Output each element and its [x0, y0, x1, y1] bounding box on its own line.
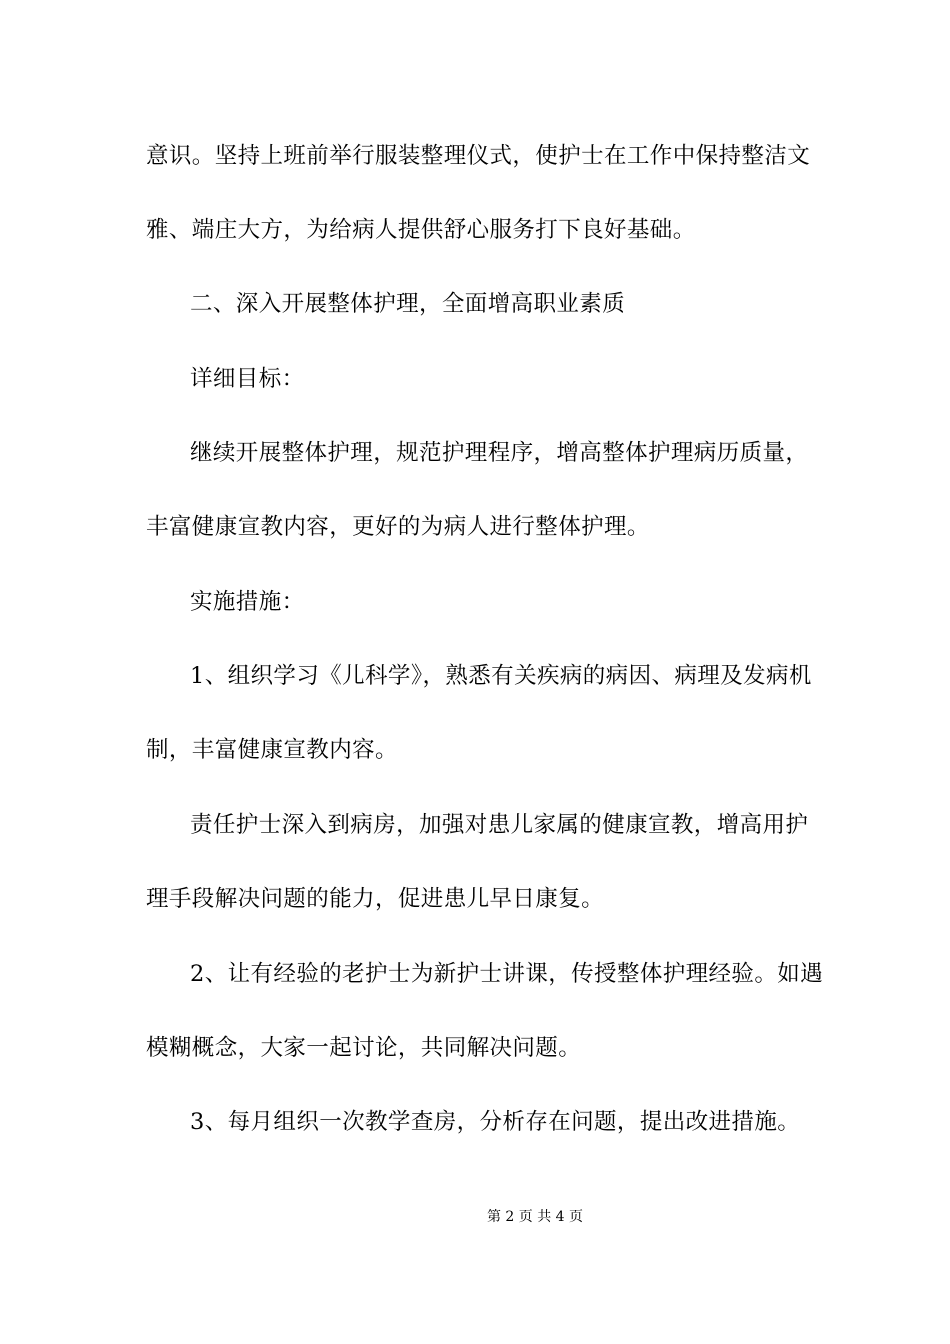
text-line: 雅、端庄大方，为给病人提供舒心服务打下良好基础。 [146, 217, 696, 243]
page-number-footer: 第 2 页 共 4 页 [486, 1209, 584, 1225]
section-heading: 二、深入开展整体护理，全面增高职业素质 [190, 291, 626, 317]
text-line: 责任护士深入到病房，加强对患儿家属的健康宣教，增高用护 [190, 812, 809, 838]
list-item-1: 1、组织学习《儿科学》，熟悉有关疾病的病因、病理及发病机 [190, 663, 812, 689]
subheading-measures: 实施措施： [190, 589, 305, 615]
text-line: 理手段解决问题的能力，促进患儿早日康复。 [146, 886, 605, 912]
list-item-2: 2、让有经验的老护士为新护士讲课，传授整体护理经验。如遇 [190, 961, 824, 987]
text-line: 丰富健康宣教内容，更好的为病人进行整体护理。 [146, 514, 650, 540]
subheading-target: 详细目标： [190, 366, 305, 392]
text-line: 继续开展整体护理，规范护理程序，增高整体护理病历质量， [190, 440, 809, 466]
list-item-3: 3、每月组织一次教学查房，分析存在问题，提出改进措施。 [190, 1109, 801, 1135]
text-line: 意识。坚持上班前举行服装整理仪式，使护士在工作中保持整洁文 [146, 143, 811, 169]
text-line: 制，丰富健康宣教内容。 [146, 737, 398, 763]
text-line: 模糊概念，大家一起讨论，共同解决问题。 [146, 1035, 582, 1061]
